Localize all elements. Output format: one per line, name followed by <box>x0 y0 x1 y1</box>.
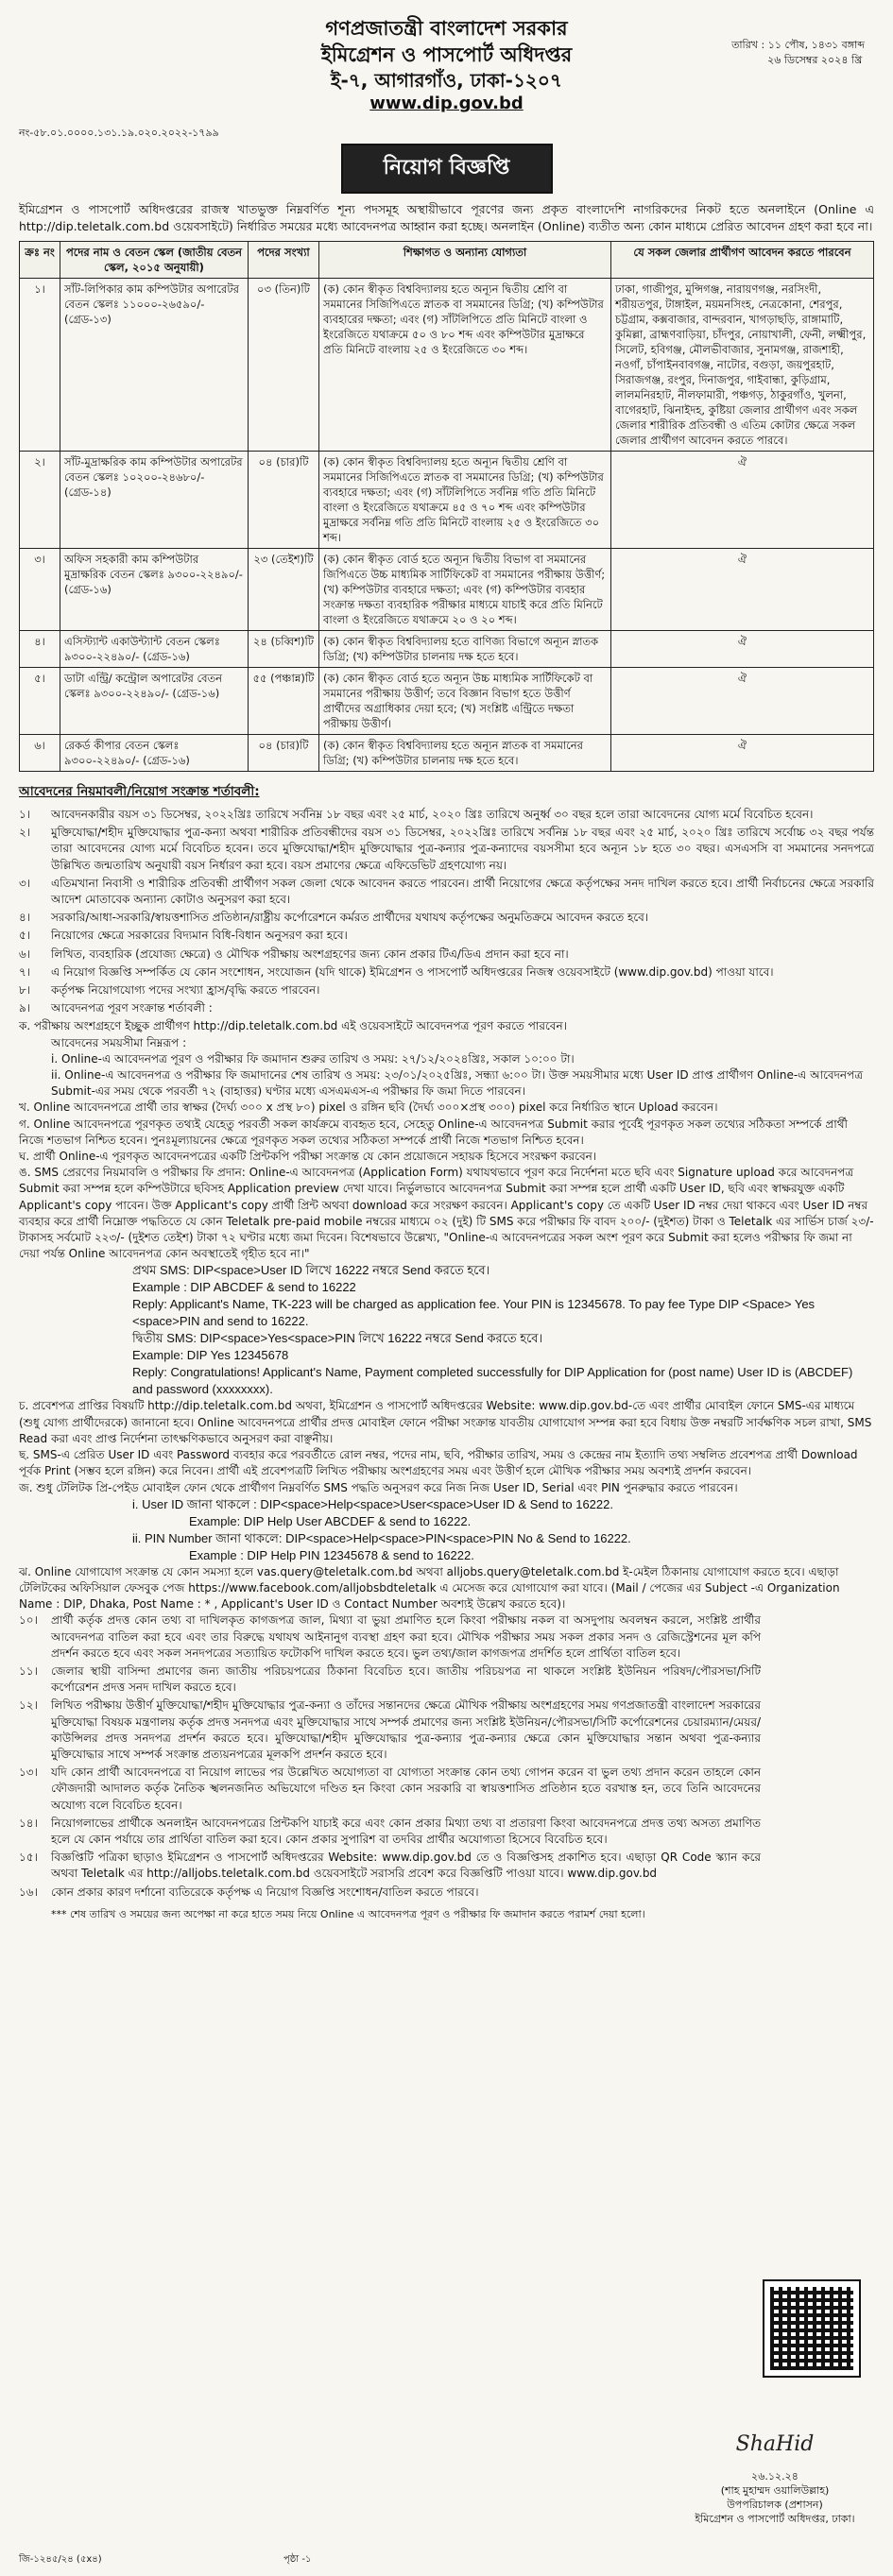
recovery-info: জ. শুধু টেলিটক প্রি-পেইড মোবাইল ফোন থেকে প্রার্থীগণ নিম্নবর্ণিত SMS পদ্ধতি অনুসরণ করে নিজ নিজ User ID, Serial এবং PIN পুনরুদ্ধার করতে পারবেন। <box>19 1480 738 1494</box>
item-text: লিখিত পরীক্ষায় উত্তীর্ণ মুক্তিযোদ্ধা/শহীদ মুক্তিযোদ্ধার পুত্র-কন্যা ও তাঁদের সন্তানদের ক্ষেত্রে মৌখিক পরীক্ষায় অংশগ্রহণের সময় গণপ্রজাতন্ত্রী বাংলাদেশ সরকারের মুক্তিযোদ্ধা বিষয়ক মন্ত্রণালয় কর্তৃক প্রদত্ত সনদপত্র এবং মুক্তিযোদ্ধার সাথে সম্পর্ক প্রমাণের জন্য সংশ্লিষ্ট ইউনিয়ন/পৌরসভা/সিটি কর্পোরেশনের চেয়ারম্যান/মেয়র/কাউন্সিলর প্রদত্ত সনদপত্র প্রদর্শন করতে হবে। মুক্তিযোদ্ধা/শহীদ মুক্তিযোদ্ধার পুত্র-কন্যার পুত্র-কন্যার ক্ষেত্রে কোন মুক্তিযোদ্ধার সন্তান অথবা পুত্র-কন্যার মুক্তিযোদ্ধার সাথে সম্পর্ক সংক্রান্ত প্রত্যয়নপত্রের মূলকপি প্রদর্শন করতে হবে। <box>51 1698 761 1761</box>
recovery-userid: i. User ID জানা থাকলে : DIP<space>Help<space>User<space>User ID & Send to 16222. <box>132 1496 613 1511</box>
item-number: ১১। <box>19 1663 38 1678</box>
list-item <box>19 1612 761 1662</box>
row-serial: ৬। <box>20 735 60 772</box>
sms-instructions <box>19 1262 874 1398</box>
col-qualification: শিক্ষাগত ও অন্যান্য যোগ্যতা <box>319 242 611 279</box>
memo-number: নং-৫৮.০১.০০০০.১৩১.১৯.০২০.২০২২-১৭৯৯ <box>19 127 219 139</box>
admit-card-info: চ. প্রবেশপত্র প্রাপ্তির বিষয়টি http://dip.teletalk.com.bd অথবা, ইমিগ্রেশন ও পাসপোর্ট অধিদপ্তরের Website: www.dip.gov.bd-তে এবং প্রার্থীর মোবাইল ফোনে SMS-এর মাধ্যমে (শুধু যোগ্য প্রার্থীদেরকে) জানানো হবে। Online আবেদনপত্রে প্রার্থীর প্রদত্ত মোবাইল ফোনে পরীক্ষা সংক্রান্ত যাবতীয় যোগাযোগ সম্পন্ন করা হবে বিধায় উক্ত নম্বরটি সার্বক্ষণিক সচল রাখা, SMS Read করা এবং প্রাপ্ত নির্দেশনা তাৎক্ষণিকভাবে অনুসরণ করা বাঞ্ছনীয়। <box>19 1399 872 1445</box>
intro-paragraph: ইমিগ্রেশন ও পাসপোর্ট অধিদপ্তরের রাজস্ব খাতভুক্ত নিম্নবর্ণিত শূন্য পদসমূহ অস্থায়ীভাবে পূরণের জন্য প্রকৃত বাংলাদেশি নাগরিকদের নিকট হতে অনলাইনে (Online এ http://dip.teletalk.com.bd ওয়েবসাইটে) নির্ধারিত সময়ের মধ্যে আবেদনপত্র আহ্বান করা হচ্ছে। অনলাইন (Online) ব্যতীত অন্য কোন মাধ্যমে প্রেরিত আবেদন গ্রহণ করা হবে না। <box>19 202 874 233</box>
row-serial: ২। <box>20 452 60 549</box>
item-text: এতিমখানা নিবাসী ও শারীরিক প্রতিবন্ধী প্রার্থীগণ সকল জেলা থেকে আবেদন করতে পারবেন। প্রার্থী নিয়োগের ক্ষেত্রে কর্তৃপক্ষের সনদ দাখিল করতে হবে। প্রার্থী নির্বাচনের ক্ষেত্রে সরকারি আদেশ মোতাবেক অন্যান্য কোটাও অনুসরণ করা হবে। <box>51 876 874 907</box>
row-districts: ঐ <box>611 735 874 772</box>
signatory-designation: উপপরিচালক (প্রশাসন) <box>727 2499 823 2511</box>
item-number: ১২। <box>19 1698 38 1713</box>
row-count: ২৩ (তেইশ)টি <box>249 549 319 631</box>
sms-example-2: Example: DIP Yes 12345678 <box>132 1348 289 1363</box>
recovery-sms <box>19 1496 874 1564</box>
item-number: ৩। <box>19 876 31 890</box>
apply-instruction-kha: খ. Online আবেদনপত্রে প্রার্থী তার স্বাক্ষর (দৈর্ঘ্য ৩০০ x প্রস্থ ৮০) pixel ও রঙ্গিন ছবি (দৈর্ঘ্য ৩০০×প্রস্থ ৩০০) pixel করে নির্ধারিত স্থানে Upload করবেন। <box>19 1100 718 1115</box>
date-bangla: ১১ পৌষ, ১৪৩১ বঙ্গাব্দ <box>767 39 865 51</box>
item-number: ১। <box>19 808 31 821</box>
item-number: ২। <box>19 826 31 840</box>
notice-title: নিয়োগ বিজ্ঞপ্তি <box>341 144 553 194</box>
row-qualification: (ক) কোন স্বীকৃত বিশ্ববিদ্যালয় হতে অন্যূন দ্বিতীয় শ্রেণি বা সমমানের সিজিপিএতে স্নাতক বা সমমানের ডিগ্রি; (খ) কম্পিউটার ব্যবহারের দক্ষতা; এবং (গ) সাঁটলিপিতে প্রতি মিনিটে বাংলা ও ইংরেজিতে যথাক্রমে ৫০ ও ৮০ শব্দ এবং কম্পিউটার মুদ্রাক্ষরে প্রতি মিনিটে বাংলায় ২৫ ও ইংরেজিতে ৩০ শব্দ। <box>319 279 611 452</box>
row-post: রেকর্ড কীপার বেতন স্কেলঃ ৯৩০০-২২৪৯০/- (গ্রেড-১৬) <box>60 735 249 772</box>
list-item <box>19 1697 761 1763</box>
item-text: কোন প্রকার কারণ দর্শানো ব্যতিরেকে কর্তৃপক্ষ এ নিয়োগ বিজ্ঞপ্তি সংশোধন/বাতিল করতে পারবে। <box>51 1885 479 1899</box>
sms-first: প্রথম SMS: DIP<space>User ID লিখে 16222 নম্বরে Send করতে হবে। <box>132 1263 490 1278</box>
col-serial: ক্রঃ নং <box>20 242 60 279</box>
item-text: এ নিয়োগ বিজ্ঞপ্তি সম্পর্কিত যে কোন সংশোধন, সংযোজন (যদি থাকে) ইমিগ্রেশন ও পাসপোর্ট অধিদপ্তরের নিজস্ব ওয়েবসাইটে (www.dip.gov.bd) পাওয়া যাবে। <box>51 964 774 979</box>
row-post: অফিস সহকারী কাম কম্পিউটার মুদ্রাক্ষরিক বেতন স্কেলঃ ৯৩০০-২২৪৯০/- (গ্রেড-১৬) <box>60 549 249 631</box>
list-item <box>19 1765 761 1814</box>
row-qualification: (ক) কোন স্বীকৃত বোর্ড হতে অন্যূন দ্বিতীয় বিভাগ বা সমমানের জিপিএতে উচ্চ মাধ্যমিক সার্টিফিকেট বা সমমানের পরীক্ষায় উত্তীর্ণ; (খ) কম্পিউটার ব্যবহারে দক্ষতা; এবং (গ) কম্পিউটার ব্যবহার সংক্রান্ত দক্ষতা ব্যবহারিক পরীক্ষার মাধ্যমে যাচাই করে প্রতি মিনিটে বাংলা ও ইংরেজিতে যথাক্রমে ২০ ও ২০ শব্দ। <box>319 549 611 631</box>
list-item <box>19 1000 874 1016</box>
row-serial: ১। <box>20 279 60 452</box>
item-text: আবেদনপত্র পূরণ সংক্রান্ত শর্তাবলী : <box>51 1001 213 1015</box>
date-gregorian: ২৬ ডিসেম্বর ২০২৪ খ্রি <box>767 54 863 66</box>
reference-code: জি-১২৪৫/২৪ (৫x৪) <box>19 2554 102 2565</box>
schedule-label: আবেদনের সময়সীমা নিম্নরূপ : <box>51 1035 187 1049</box>
row-districts: ঢাকা, গাজীপুর, মুন্সিগঞ্জ, নারায়ণগঞ্জ, নরসিংদী, শরীয়তপুর, টাঙ্গাইল, ময়মনসিংহ, নেত্রকোনা, শেরপুর, চট্টগ্রাম, কক্সবাজার, বান্দরবান, খাগড়াছড়ি, রাঙ্গামাটি, কুমিল্লা, ব্রাহ্মণবাড়িয়া, চাঁদপুর, নোয়াখালী, ফেনী, লক্ষ্মীপুর, সিলেট, হবিগঞ্জ, মৌলভীবাজার, সুনামগঞ্জ, রাজশাহী, নওগাঁ, চাঁপাইনবাবগঞ্জ, নাটোর, বগুড়া, জয়পুরহাট, সিরাজগঞ্জ, রংপুর, দিনাজপুর, গাইবান্ধা, কুড়িগ্রাম, লালমনিরহাট, নীলফামারী, পঞ্চগড়, ঠাকুরগাঁও, খুলনা, বাগেরহাট, ঝিনাইদহ, কুষ্টিয়া জেলার প্রার্থীগণ এবং সকল জেলার শারীরিক প্রতিবন্ধী ও এতিম কোটার ক্ষেত্রে সকল জেলার প্রার্থীগণ আবেদন করতে পারবে। <box>611 279 874 452</box>
item-text: মুক্তিযোদ্ধা/শহীদ মুক্তিযোদ্ধার পুত্র-কন্যা অথবা শারীরিক প্রতিবন্ধীদের বয়স ৩১ ডিসেম্বর, ২০২২খ্রিঃ তারিখে সর্বনিম্ন ১৮ বছর এবং ২৫ মার্চ, ২০২০ খ্রিঃ তারিখে সর্বোচ্চ ৩২ বছর পর্যন্ত তারা আবেদনের যোগ্য মর্মে বিবেচিত হবেন। তবে মুক্তিযোদ্ধা/শহীদ মুক্তিযোদ্ধার পুত্র-কন্যার পুত্র-কন্যাদের বয়সসীমা হবে অন্যূন ১৮ হতে ৩০ বছর। এসএসসি বা সমমানের সনদপত্রে উল্লিখিত জন্মতারিখ অনুযায়ী বয়স নির্ধারণ করা হবে। বয়স প্রমাণের ক্ষেত্রে এফিডেভিট গ্রহণযোগ্য নয়। <box>51 826 874 872</box>
row-qualification: (ক) কোন স্বীকৃত বোর্ড হতে অন্যূন উচ্চ মাধ্যমিক সার্টিফিকেট বা সমমানের পরীক্ষায় উত্তীর্ণ; তবে বিজ্ঞান বিভাগ হতে উত্তীর্ণ প্রার্থীদের অগ্রাধিকার দেয়া হবে; (খ) সংশ্লিষ্ট এন্ট্রিতে দক্ষতা পরীক্ষায় উত্তীর্ণ। <box>319 668 611 735</box>
schedule-start: i. Online-এ আবেদনপত্র পূরণ ও পরীক্ষার ফি জমাদান শুরুর তারিখ ও সময়: ২৭/১২/২০২৪খ্রিঃ, সকাল ১০:০০ টা। <box>51 1051 575 1066</box>
item-number: ৬। <box>19 947 31 961</box>
row-post: সাঁট-মুদ্রাক্ষরিক কাম কম্পিউটার অপারেটর বেতন স্কেলঃ ১০২০০-২৪৬৮০/- (গ্রেড-১৪) <box>60 452 249 549</box>
table-row <box>20 279 874 452</box>
recovery-pin-example: Example : DIP Help PIN 12345678 & send to 16222. <box>189 1547 474 1562</box>
terms-heading: আবেদনের নিয়মাবলী/নিয়োগ সংক্রান্ত শর্তাবলী: <box>19 784 260 799</box>
login-info: ছ. SMS-এ প্রেরিত User ID এবং Password ব্যবহার করে পরবর্তীতে রোল নম্বর, পদের নাম, ছবি, পরীক্ষার তারিখ, সময় ও কেন্দ্রের নাম ইত্যাদি তথ্য সম্বলিত প্রবেশপত্র প্রার্থী Download পূর্বক Print (সম্ভব হলে রঙ্গিন) করে নিবেন। প্রার্থী এই প্রবেশপত্রটি লিখিত পরীক্ষায় অংশগ্রহণের সময় এবং উত্তীর্ণ হলে মৌখিক পরীক্ষার সময় অবশ্যই প্রদর্শন করবেন। <box>19 1448 858 1478</box>
item-text: জেলার স্থায়ী বাসিন্দা প্রমাণের জন্য জাতীয় পরিচয়পত্রের ঠিকানা বিবেচিত হবে। জাতীয় পরিচয়পত্র না থাকলে সংশ্লিষ্ট ইউনিয়ন পরিষদ/পৌরসভা/সিটি কর্পোরেশন প্রদত্ত সনদ দাখিল করতে হবে। <box>51 1663 761 1695</box>
apply-instruction-gha: ঘ. প্রার্থী Online-এ পূরণকৃত আবেদনপত্রের একটি প্রিন্টকপি পরীক্ষা সংক্রান্ত যে কোন প্রয়োজনে সহায়ক হিসেবে সংরক্ষণ করবেন। <box>19 1150 597 1164</box>
terms-list <box>19 807 874 1922</box>
website-link[interactable]: www.dip.gov.bd <box>369 94 524 113</box>
col-count: পদের সংখ্যা <box>249 242 319 279</box>
table-header-row <box>20 242 874 279</box>
list-item <box>19 1850 761 1882</box>
row-serial: ৫। <box>20 668 60 735</box>
row-count: ০৩ (তিন)টি <box>249 279 319 452</box>
row-post: ডাটা এন্ট্রি/ কন্ট্রোল অপারেটর বেতন স্কেলঃ ৯৩০০-২২৪৯০/- (গ্রেড-১৬) <box>60 668 249 735</box>
posts-table <box>19 241 874 772</box>
sms-second: দ্বিতীয় SMS: DIP<space>Yes<space>PIN লিখে 16222 নম্বরে Send করতে হবে। <box>132 1331 543 1346</box>
row-districts: ঐ <box>611 549 874 631</box>
schedule-end: ii. Online-এ আবেদনপত্র ও পরীক্ষার ফি জমাদানের শেষ তারিখ ও সময়: ২৩/০১/২০২৫খ্রিঃ, সন্ধ্যা ৬:০০ টা। উক্ত সময়সীমার মধ্যে User ID প্রাপ্ত প্রার্থীগণ Online-এ আবেদনপত্র Submit-এর সময় থেকে পরবর্তী ৭২ (বাহাত্তর) ঘণ্টার মধ্যে এসএমএস-এ পরীক্ষার ফি জমা দিতে পারবেন। <box>51 1068 864 1099</box>
list-item <box>19 1885 761 1901</box>
list-item <box>19 928 874 944</box>
row-qualification: (ক) কোন স্বীকৃত বিশ্ববিদ্যালয় হতে বাণিজ্য বিভাগে অন্যূন স্নাতক ডিগ্রি; (খ) কম্পিউটার চালনায় দক্ষ হতে হবে। <box>319 631 611 668</box>
row-post: এসিস্ট্যান্ট একাউন্ট্যান্ট বেতন স্কেলঃ ৯৩০০-২২৪৯০/- (গ্রেড-১৬) <box>60 631 249 668</box>
sms-example-1: Example : DIP ABCDEF & send to 16222 <box>132 1280 356 1295</box>
item-number: ৪। <box>19 911 31 925</box>
signatory-office: ইমিগ্রেশন ও পাসপোর্ট অধিদপ্তর, ঢাকা। <box>695 2513 855 2525</box>
row-post: সাঁট-লিপিকার কাম কম্পিউটার অপারেটর বেতন স্কেলঃ ১১০০০-২৬৫৯০/- (গ্রেড-১৩) <box>60 279 249 452</box>
item-number: ১৪। <box>19 1816 38 1830</box>
list-item <box>19 807 874 823</box>
list-item <box>19 1816 761 1848</box>
table-row <box>20 668 874 735</box>
signature-date: ২৬.১২.২৪ <box>751 2470 799 2482</box>
list-item <box>19 947 874 963</box>
apply-instruction-ka: ক. পরীক্ষায় অংশগ্রহণে ইচ্ছুক প্রার্থীগণ http://dip.teletalk.com.bd এই ওয়েবসাইটে আবেদনপত্র পূরণ করতে পারবেন। <box>19 1019 567 1033</box>
table-row <box>20 631 874 668</box>
recovery-pin: ii. PIN Number জানা থাকলে: DIP<space>Help<space>PIN<space>PIN No & Send to 16222. <box>132 1530 631 1545</box>
item-number: ৯। <box>19 1001 31 1015</box>
col-post: পদের নাম ও বেতন স্কেল (জাতীয় বেতন স্কেল, ২০১৫ অনুযায়ী) <box>60 242 249 279</box>
item-text: লিখিত, ব্যবহারিক (প্রযোজ্য ক্ষেত্রে) ও মৌখিক পরীক্ষায় অংশগ্রহণের জন্য কোন প্রকার টিএ/ডিএ প্রদান করা হবে না। <box>51 947 569 961</box>
list-item <box>19 876 874 908</box>
item-number: ১৩। <box>19 1766 38 1780</box>
item-text: প্রার্থী কর্তৃক প্রদত্ত কোন তথ্য বা দাখিলকৃত কাগজপত্র জাল, মিথ্যা বা ভুয়া প্রমাণিত হলে কিংবা পরীক্ষায় নকল বা অসদুপায় অবলম্বন করলে, সংশ্লিষ্ট প্রার্থীর আবেদনপত্র বাতিল করা হবে এবং তার বিরুদ্ধে যথাযথ আইনানুগ ব্যবস্থা গ্রহণ করা হবে। মৌখিক পরীক্ষার সময় সকল প্রকার সনদ ও রেজিস্ট্রেশনের মূল কপি প্রদর্শন করতে হবে এবং সকল সনদপত্রের সত্যায়িত ফটোকপি দাখিল করতে হবে। ভুল তথ্য/জাল কাগজপত্র প্রদর্শিত হলে প্রার্থিতা বাতিল হবে। <box>51 1613 761 1660</box>
item-text: সরকারি/আধা-সরকারি/স্বায়ত্তশাসিত প্রতিষ্ঠান/রাষ্ট্রীয় কর্পোরেশনে কর্মরত প্রার্থীদের যথাযথ কর্তৃপক্ষের অনুমতিক্রমে আবেদন করতে হবে। <box>51 911 649 925</box>
footnote: *** শেষ তারিখ ও সময়ের জন্য অপেক্ষা না করে হাতে সময় নিয়ে Online এ আবেদনপত্র পূরণ ও পরীক্ষার ফি জমাদান করতে পরামর্শ দেয়া হলো। <box>51 1907 645 1920</box>
row-count: ০৪ (চার)টি <box>249 735 319 772</box>
list-item <box>19 964 874 981</box>
date-label: তারিখ : <box>731 39 765 51</box>
row-districts: ঐ <box>611 668 874 735</box>
row-districts: ঐ <box>611 452 874 549</box>
row-qualification: (ক) কোন স্বীকৃত বিশ্ববিদ্যালয় হতে অন্যূন দ্বিতীয় শ্রেণি বা সমমানের সিজিপিএতে স্নাতক বা সমমানের ডিগ্রি; (খ) কম্পিউটার ব্যবহারে দক্ষতা; এবং (গ) সাঁটলিপিতে সর্বনিম্ন গতি প্রতি মিনিটে বাংলা ও ইংরেজিতে যথাক্রমে ৪৫ ও ৭০ শব্দ এবং কম্পিউটার মুদ্রাক্ষরে সর্বনিম্ন গতি প্রতি মিনিটে বাংলায় ২৫ ও ইংরেজিতে ৩০ শব্দ। <box>319 452 611 549</box>
list-item <box>19 982 874 998</box>
item-number: ৮। <box>19 983 31 998</box>
row-count: ০৪ (চার)টি <box>249 452 319 549</box>
row-qualification: (ক) কোন স্বীকৃত বিশ্ববিদ্যালয় হতে অন্যূন স্নাতক বা সমমানের ডিগ্রি; (খ) কম্পিউটার চালনায় দক্ষ হতে হবে। <box>319 735 611 772</box>
item-text: নিয়োগের ক্ষেত্রে সরকারের বিদ্যমান বিধি-বিধান অনুসরণ করা হবে। <box>51 929 348 943</box>
row-districts: ঐ <box>611 631 874 668</box>
signature: ShaHid <box>735 2432 815 2456</box>
row-serial: ৪। <box>20 631 60 668</box>
table-row <box>20 452 874 549</box>
sms-reply-1: Reply: Applicant's Name, TK-223 will be charged as application fee. Your PIN is 12345678. To pay fee Type DIP <Space> Yes <space>PIN and send to 16222. <box>132 1297 816 1329</box>
qr-code-icon[interactable] <box>764 2281 859 2376</box>
table-row <box>20 549 874 631</box>
sms-reply-2: Reply: Congratulations! Applicant's Name, Payment completed successfully for DIP Application for (post name) User ID is (ABCDEF) and password (xxxxxxxx). <box>132 1365 853 1397</box>
page-number: পৃষ্ঠা -১ <box>283 2554 312 2565</box>
department-name: ইমিগ্রেশন ও পাসপোর্ট অধিদপ্তর <box>320 43 573 66</box>
list-item <box>19 825 874 874</box>
item-number: ১০। <box>19 1613 38 1628</box>
row-count: ২৪ (চব্বিশ)টি <box>249 631 319 668</box>
item-number: ৭। <box>19 964 31 979</box>
item-number: ১৫। <box>19 1851 38 1865</box>
item-text: বিজ্ঞপ্তিটি পত্রিকা ছাড়াও ইমিগ্রেশন ও পাসপোর্ট অধিদপ্তরের Website: www.dip.gov.bd তে ও বিজ্ঞপ্তিসহ প্রকাশিত হবে। এছাড়া QR Code স্ক্যান করে অথবা Teletalk এর http://alljobs.teletalk.com.bd ওয়েবসাইটে সরাসরি প্রবেশ করে বিজ্ঞপ্তিটি পাওয়া যাবে। www.dip.gov.bd <box>51 1851 761 1881</box>
item-number: ৫। <box>19 929 31 943</box>
col-districts: যে সকল জেলার প্রার্থীগণ আবেদন করতে পারবেন <box>611 242 874 279</box>
contact-info: ঝ. Online যোগাযোগ সংক্রান্ত যে কোন সমস্যা হলে vas.query@teletalk.com.bd অথবা alljobs.query@teletalk.com.bd ই-মেইল ঠিকানায় যোগাযোগ করতে হবে। এছাড়া টেলিটকের অফিসিয়াল ফেসবুক পেজ https://www.facebook.com/alljobsbdteletalk এ মেসেজ করে যোগাযোগ করা যাবে। (Mail / পেজের এর Subject -এ Organization Name : DIP, Dhaka, Post Name : * , Applicant's User ID ও Contact Number অবশ্যই উল্লেখ করতে হবে)। <box>19 1564 840 1612</box>
item-text: কর্তৃপক্ষ নিয়োগযোগ্য পদের সংখ্যা হ্রাস/বৃদ্ধি করতে পারবেন। <box>51 983 320 998</box>
signature-block <box>695 2432 855 2526</box>
list-item <box>19 1663 761 1696</box>
date-block <box>731 38 865 68</box>
office-address: ই-৭, আগারগাঁও, ঢাকা-১২০৭ <box>331 69 562 92</box>
row-serial: ৩। <box>20 549 60 631</box>
apply-instruction-sms: ঙ. SMS প্রেরণের নিয়মাবলি ও পরীক্ষার ফি প্রদান: Online-এ আবেদনপত্র (Application Form) যথাযথভাবে পূরণ করে নির্দেশনা মতে ছবি এবং Signature upload করে আবেদনপত্র Submit করা সম্পন্ন হলে কম্পিউটারে ছবিসহ Application preview দেখা যাবে। নির্ভুলভাবে আবেদনপত্র Submit করা সম্পন্ন হলে প্রার্থী একটি User ID, ছবি এবং স্বাক্ষরযুক্ত একটি Applicant's copy পাবেন। উক্ত Applicant's copy প্রার্থী প্রিন্ট অথবা download করে সংরক্ষণ করবেন। Applicant's copy তে একটি User ID নম্বর দেয়া থাকবে এবং User ID নম্বর ব্যবহার করে প্রার্থী নিম্নোক্ত পদ্ধতিতে যে কোন Teletalk pre-paid mobile নম্বরের মাধ্যমে ০২ (দুই) টি SMS করে পরীক্ষার ফি বাবদ ২০০/- (দুইশত) টাকা ও Teletalk এর সার্ভিস চার্জ ২৩/- টাকাসহ সর্বমোট ২২৩/- (দুইশত তেইশ) টাকা ৭২ ঘণ্টার মধ্যে জমা দিবেন। বিশেষভাবে উল্লেখ্য, "Online-এ আবেদনপত্রের সকল অংশ পূরণ করে Submit করা হলেও পরীক্ষার ফি জমা না দেয়া পর্যন্ত Online আবেদনপত্র কোন অবস্থাতেই গৃহীত হবে না।" <box>19 1166 874 1261</box>
item-text: যদি কোন প্রার্থী আবেদনপত্রে বা নিয়োগ লাভের পর উল্লেখিত অযোগ্যতা বা যোগ্যতা সংক্রান্ত কোন তথ্য গোপন করেন বা ভুল তথ্য প্রদান করেন তাহলে কোন ফৌজদারী আদালত কর্তৃক নৈতিক স্খলনজনিত অভিযোগে দণ্ডিত হন কিংবা কোন সরকারি বা স্বায়ত্তশাসিত প্রতিষ্ঠান হতে বরখাস্ত হন, তবে তিনি আবেদনের অযোগ্য বলে বিবেচিত হবেন। <box>51 1766 761 1812</box>
govt-name: গণপ্রজাতন্ত্রী বাংলাদেশ সরকার <box>325 17 568 40</box>
list-item <box>19 910 874 926</box>
recovery-userid-example: Example: DIP Help User ABCDEF & send to 16222. <box>189 1513 472 1528</box>
apply-instruction-ga: গ. Online আবেদনপত্রে পূরণকৃত তথ্যই যেহেতু পরবর্তী সকল কার্যক্রমে ব্যবহৃত হবে, সেহেতু Online-এ আবেদনপত্র Submit করার পূর্বেই পূরণকৃত সকল তথ্যের সঠিকতা সম্পর্কে প্রার্থী নিজে শতভাগ নিশ্চিত হবেন। পুনঃমূল্যায়নের ক্ষেত্রে পূরণকৃত সকল তথ্যের সঠিকতা সম্পর্কে প্রার্থী নিজে শতভাগ নিশ্চিত হবেন। <box>19 1117 848 1147</box>
row-count: ৫৫ (পঞ্চান্ন)টি <box>249 668 319 735</box>
table-row <box>20 735 874 772</box>
item-number: ১৬। <box>19 1885 38 1899</box>
item-text: আবেদনকারীর বয়স ৩১ ডিসেম্বর, ২০২২খ্রিঃ তারিখে সর্বনিম্ন ১৮ বছর এবং ২৫ মার্চ, ২০২০ খ্রিঃ তারিখে অনুর্ধ্ব ৩০ বছর হলে তারা আবেদনের যোগ্য মর্মে বিবেচিত হবেন। <box>51 808 814 821</box>
item-text: নিয়োগলাভের প্রার্থীকে অনলাইন আবেদনপত্রের প্রিন্টকপি যাচাই করে এবং কোন প্রকার মিথ্যা তথ্য বা প্রতারণা কিংবা আবেদনপত্রে প্রদত্ত তথ্য অসত্য প্রমাণিত হলে যে কোন পর্যায়ে তার প্রার্থিতা বাতিল করা হবে। কোন প্রকার সুপারিশ বা তদবির প্রার্থীর অযোগ্যতা হিসেবে বিবেচিত হবে। <box>51 1816 761 1846</box>
signatory-name: (শাহ মুহাম্মদ ওয়ালিউল্লাহ) <box>720 2484 830 2497</box>
